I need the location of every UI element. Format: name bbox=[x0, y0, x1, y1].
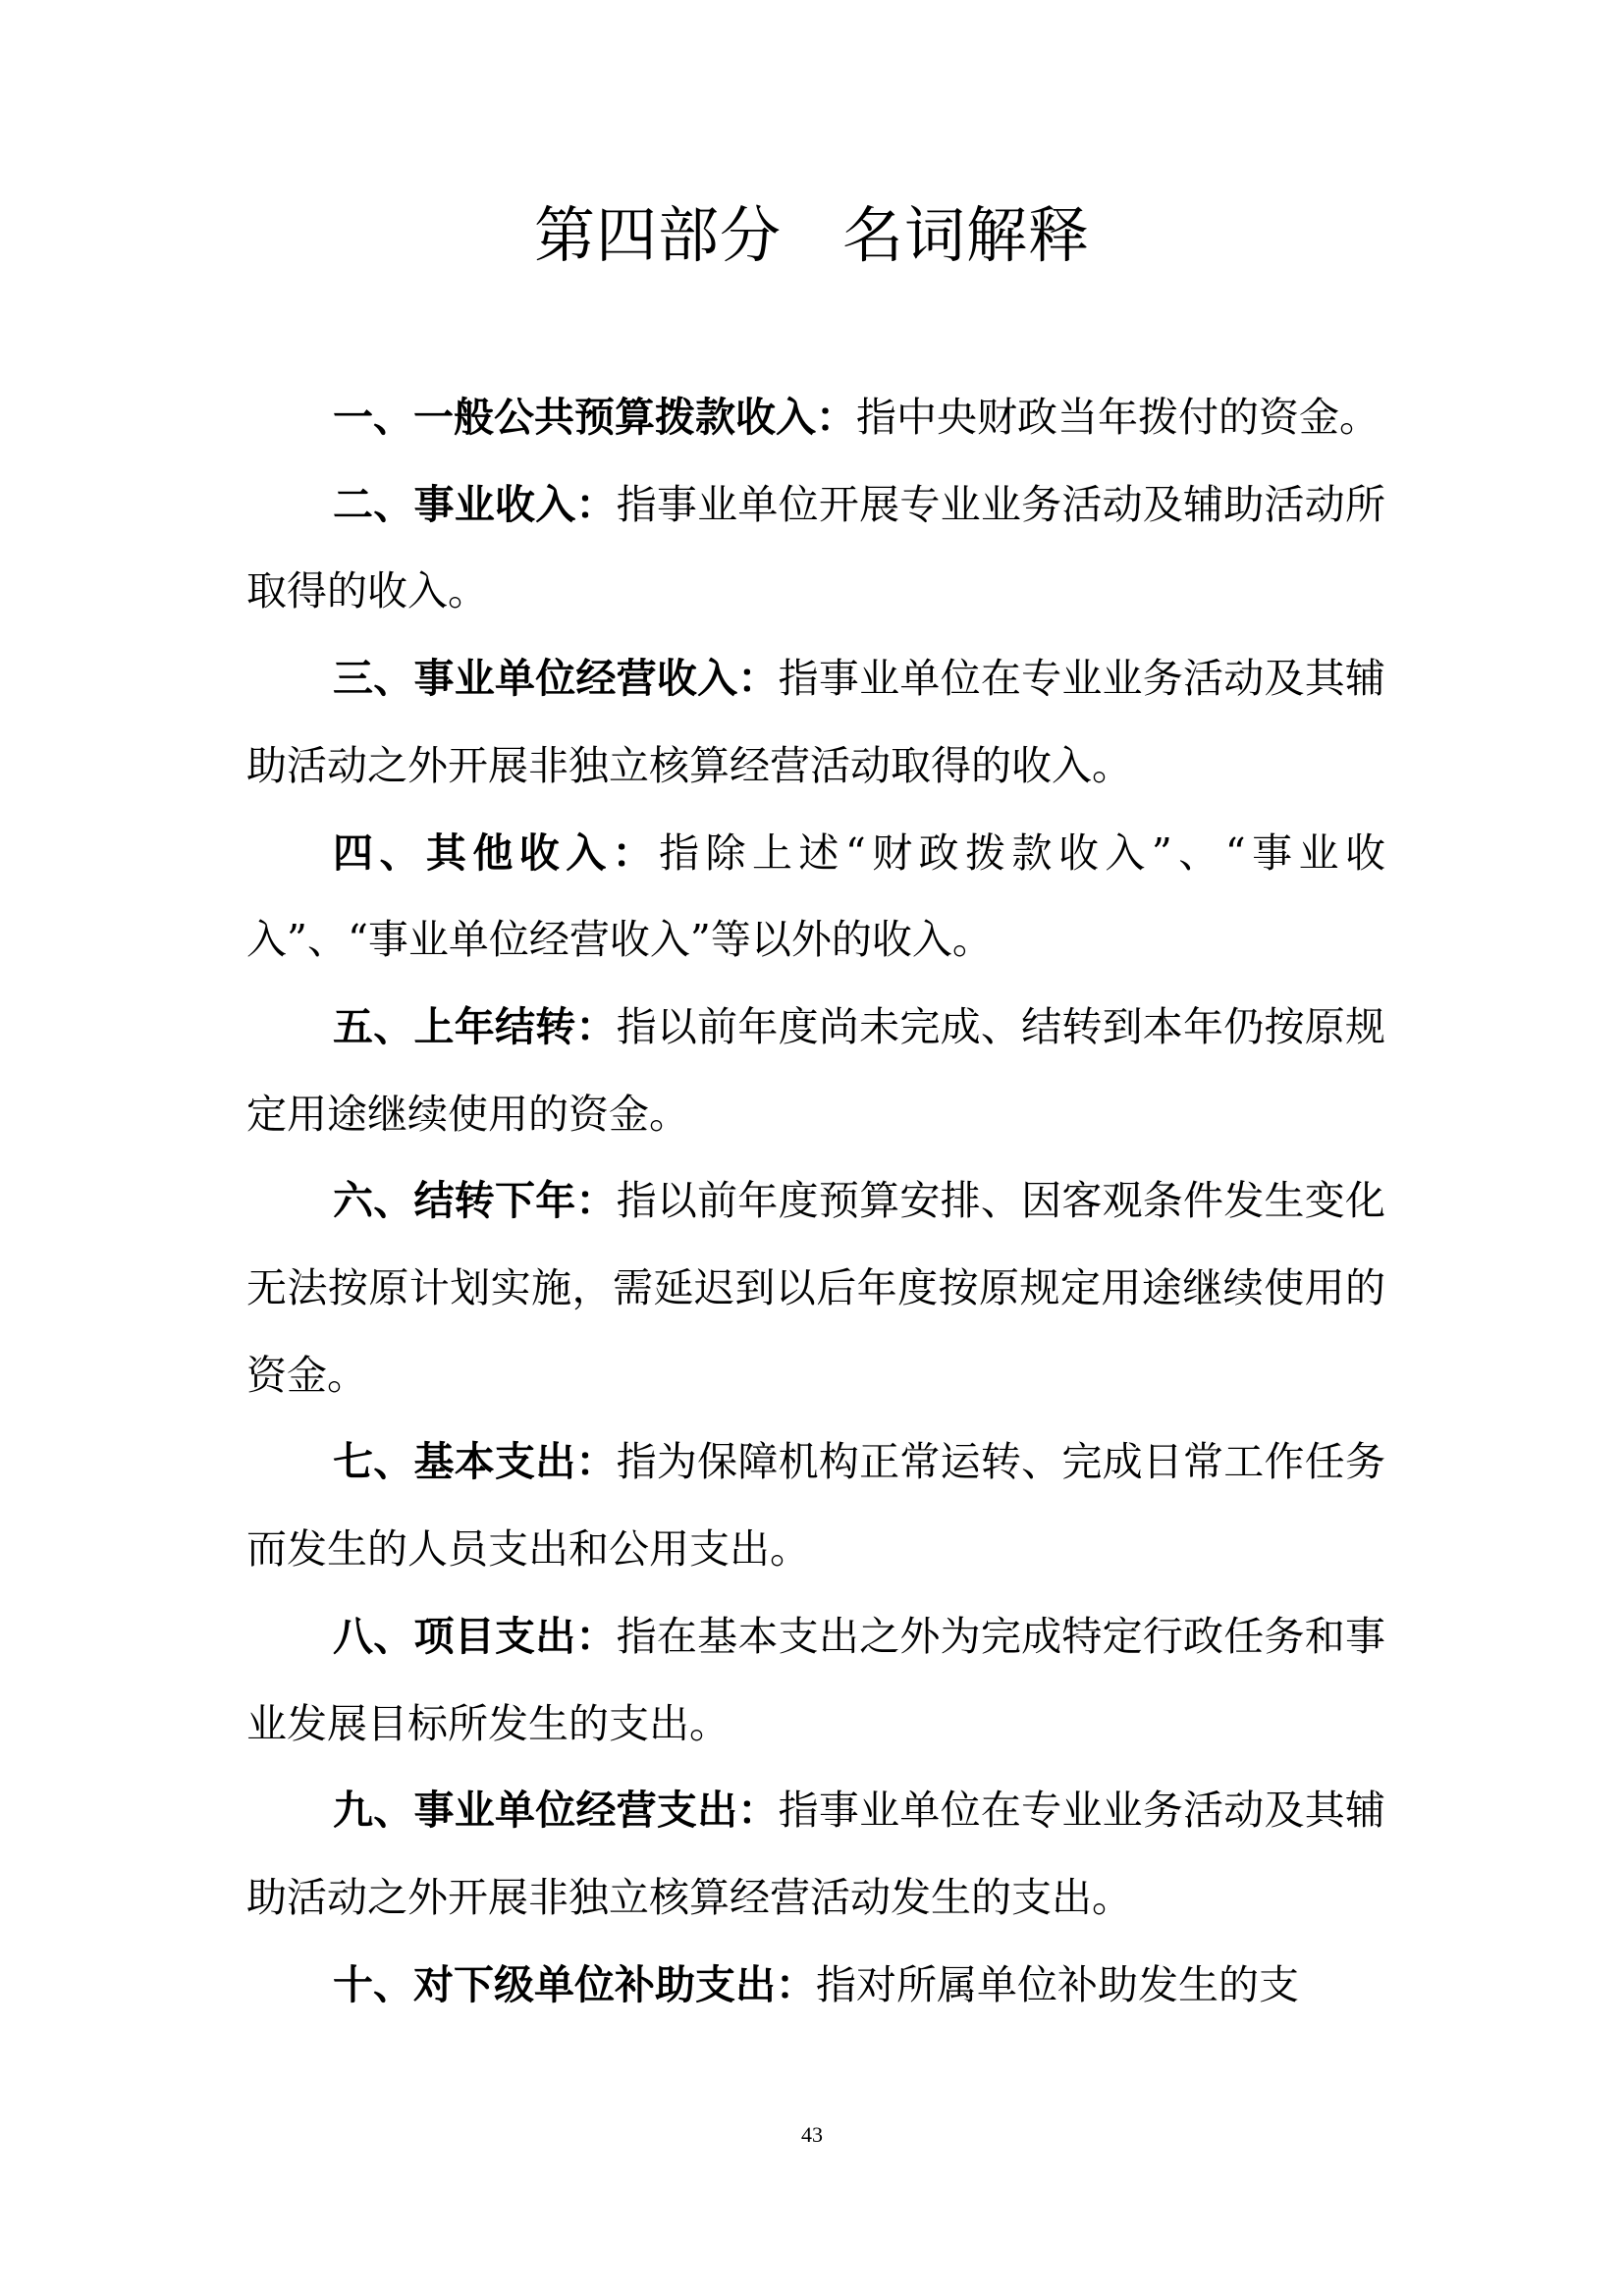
definition-item bbox=[246, 374, 1385, 461]
definition-item bbox=[246, 1942, 1385, 2029]
definition-term: 六、结转下年： bbox=[333, 1177, 617, 1225]
definition-item bbox=[246, 1157, 1385, 1418]
definition-text: 指以前年度预算安排、因客观条件发生变化无法按原计划实施，需延迟到以后年度按原规定用途继续使用的资金。 bbox=[246, 1177, 1386, 1399]
definition-text: 指事业单位在专业业务活动及其辅助活动之外开展非独立核算经营活动取得的收入。 bbox=[246, 655, 1385, 789]
page-title bbox=[0, 196, 1624, 275]
definition-term: 三、事业单位经营收入： bbox=[333, 655, 779, 703]
definition-item bbox=[246, 1418, 1385, 1592]
title-heading: 名词解释 bbox=[842, 199, 1091, 271]
definition-term: 八、项目支出： bbox=[333, 1612, 617, 1660]
definition-text: 指中央财政当年拨付的资金。 bbox=[856, 394, 1380, 441]
definition-term: 二、事业收入： bbox=[333, 480, 617, 528]
definition-text: 指事业单位开展专业业务活动及辅助活动所取得的收入。 bbox=[246, 480, 1386, 615]
definition-item bbox=[246, 810, 1385, 984]
definition-text: 指以前年度尚未完成、结转到本年仍按原规定用途继续使用的资金。 bbox=[246, 1002, 1386, 1138]
definition-item bbox=[246, 1767, 1385, 1941]
definition-item bbox=[246, 1593, 1385, 1767]
definition-term: 七、基本支出： bbox=[333, 1438, 617, 1486]
definition-text: 指除上述“财政拨款收入”、“事业收入”、“事业单位经营收入”等以外的收入。 bbox=[246, 828, 1385, 964]
definition-term: 四、其他收入： bbox=[333, 828, 660, 877]
page-number: 43 bbox=[801, 2122, 823, 2147]
definition-item bbox=[246, 984, 1385, 1157]
definition-text: 指在基本支出之外为完成特定行政任务和事业发展目标所发生的支出。 bbox=[246, 1612, 1386, 1747]
definition-text: 指事业单位在专业业务活动及其辅助活动之外开展非独立核算经营活动发生的支出。 bbox=[246, 1787, 1385, 1921]
definition-term: 十、对下级单位补助支出： bbox=[333, 1960, 816, 2008]
definition-item bbox=[246, 461, 1385, 635]
definition-list bbox=[246, 374, 1385, 2028]
definition-item bbox=[246, 635, 1385, 809]
definition-text: 指为保障机构正常运转、完成日常工作任务而发生的人员支出和公用支出。 bbox=[246, 1438, 1386, 1574]
definition-term: 五、上年结转： bbox=[333, 1002, 617, 1050]
definition-term: 一、一般公共预算拨款收入： bbox=[333, 394, 856, 441]
definition-term: 九、事业单位经营支出： bbox=[333, 1787, 779, 1835]
title-part: 第四部分 bbox=[533, 199, 782, 271]
definition-text: 指对所属单位补助发生的支 bbox=[816, 1960, 1299, 2008]
